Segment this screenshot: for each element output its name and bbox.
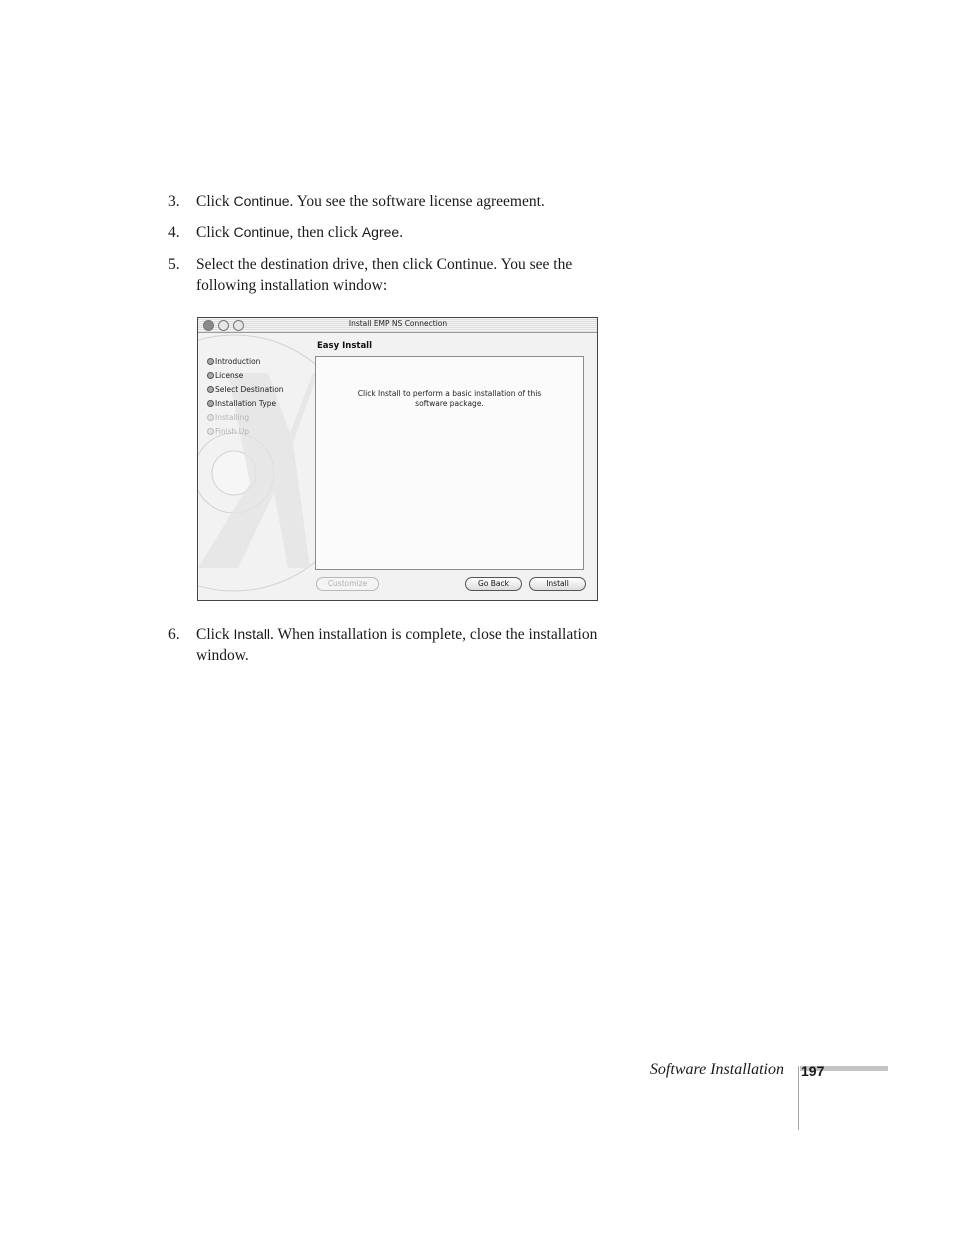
installer-window-screenshot	[197, 317, 598, 601]
pane-title: Easy Install	[317, 341, 373, 351]
step-bullet-icon	[207, 414, 214, 421]
customize-button[interactable]: Customize	[316, 577, 379, 591]
ui-term: Agree	[361, 224, 400, 240]
step-text: Click Continue. You see the software license agreement.	[196, 193, 545, 210]
step-number: 5.	[168, 256, 180, 273]
footer-rule-vertical	[798, 1066, 799, 1130]
ui-term: Install	[233, 626, 271, 642]
go-back-button[interactable]: Go Back	[465, 577, 522, 591]
footer-section-title: Software Installation	[649, 1061, 784, 1078]
window-titlebar	[198, 318, 597, 333]
step-bullet-icon	[207, 400, 214, 407]
step-text: Click Install. When installation is complete, close the installation window.	[196, 626, 598, 664]
step-bullet-icon	[207, 372, 214, 379]
zoom-window-icon[interactable]	[233, 320, 244, 331]
sidebar-item-license: License	[207, 370, 243, 381]
content-message: Click Install to perform a basic installation of this software package.	[357, 389, 542, 408]
page-number: 197	[801, 1063, 825, 1079]
install-button[interactable]: Install	[529, 577, 586, 591]
step-number: 3.	[168, 193, 180, 210]
ui-term: Continue	[233, 193, 290, 209]
step-text: Click Continue, then click Agree.	[196, 224, 404, 241]
sidebar-item-introduction: Introduction	[207, 356, 260, 367]
sidebar-item-finish-up: Finish Up	[207, 426, 249, 437]
step-bullet-icon	[207, 428, 214, 435]
sidebar-item-installing: Installing	[207, 412, 249, 423]
sidebar-item-select-destination: Select Destination	[207, 384, 284, 395]
sidebar-item-installation-type: Installation Type	[207, 398, 276, 409]
ui-term: Continue	[233, 224, 290, 240]
window-title: Install EMP NS Connection	[348, 319, 448, 328]
minimize-window-icon[interactable]	[218, 320, 229, 331]
installer-content-panel	[315, 356, 584, 570]
close-window-icon[interactable]	[203, 320, 214, 331]
step-number: 4.	[168, 224, 180, 241]
step-number: 6.	[168, 626, 180, 643]
step-text: Select the destination drive, then click Continue. You see the following installation window:	[196, 256, 573, 294]
step-bullet-icon	[207, 358, 214, 365]
step-bullet-icon	[207, 386, 214, 393]
